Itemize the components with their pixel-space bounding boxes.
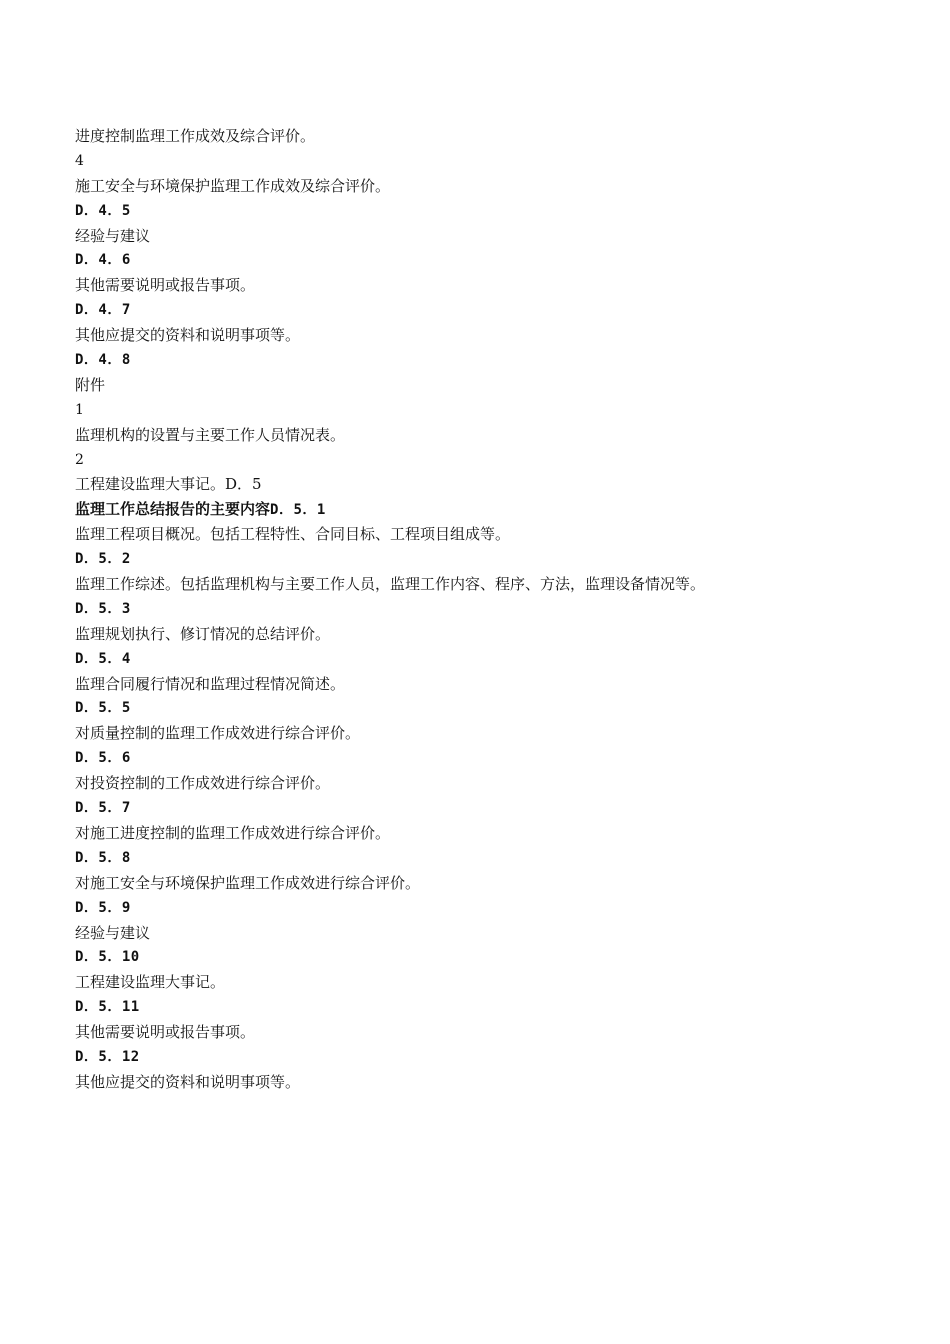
attachment-heading: 附件 xyxy=(75,375,106,394)
text-line: 监理规划执行、修订情况的总结评价。 xyxy=(75,624,331,643)
section-code: D．5．1 xyxy=(270,502,326,519)
section-code: D．5．11 xyxy=(75,999,140,1016)
text-line: 进度控制监理工作成效及综合评价。 xyxy=(75,127,316,145)
text-line: 监理工程项目概况。包括工程特性、合同目标、工程项目组成等。 xyxy=(75,525,511,544)
section-code: D．4．5 xyxy=(75,202,131,219)
text-line: 施工安全与环境保护监理工作成效及综合评价。 xyxy=(75,176,391,195)
text-line: 对施工进度控制的监理工作成效进行综合评价。 xyxy=(75,823,391,842)
item-number: 4 xyxy=(75,152,84,169)
item-number: 1 xyxy=(75,401,84,418)
text-line: 经验与建议 xyxy=(75,226,151,245)
document-body xyxy=(75,124,895,1095)
text-line: 其他需要说明或报告事项。 xyxy=(75,1023,256,1042)
text-line: 其他应提交的资料和说明事项等。 xyxy=(75,1072,301,1091)
text-line: 其他应提交的资料和说明事项等。 xyxy=(75,326,301,345)
text-line xyxy=(75,472,895,497)
section-code: D．4．8 xyxy=(75,352,131,369)
text-line: 经验与建议 xyxy=(75,923,151,942)
section-code: D．5．10 xyxy=(75,949,140,966)
section-code: D．5．3 xyxy=(75,600,131,617)
text-line: 监理工作综述。包括监理机构与主要工作人员，监理工作内容、程序、方法，监理设备情况等。 xyxy=(75,575,706,594)
section-code: D．5．12 xyxy=(75,1048,140,1065)
item-number: 2 xyxy=(75,451,84,468)
section-code: D．5．9 xyxy=(75,899,131,916)
text-line: 监理合同履行情况和监理过程情况简述。 xyxy=(75,674,346,693)
section-heading xyxy=(75,497,895,522)
text-line: 工程建设监理大事记。 xyxy=(75,973,226,992)
text-line: 对质量控制的监理工作成效进行综合评价。 xyxy=(75,724,361,743)
section-code: D．5．7 xyxy=(75,800,131,817)
text-line: 对施工安全与环境保护监理工作成效进行综合评价。 xyxy=(75,873,421,892)
text-line: 对投资控制的工作成效进行综合评价。 xyxy=(75,774,331,793)
section-heading-title: 监理工作总结报告的主要内容 xyxy=(75,500,271,519)
section-code: D．5．8 xyxy=(75,849,131,866)
text-line: 监理机构的设置与主要工作人员情况表。 xyxy=(75,425,346,444)
section-code: D．4．6 xyxy=(75,252,131,269)
text-segment: 工程建设监理大事记。D．5 xyxy=(75,475,262,494)
section-code: D．5．6 xyxy=(75,750,131,767)
section-code: D．5．2 xyxy=(75,551,131,568)
text-line: 其他需要说明或报告事项。 xyxy=(75,276,256,295)
section-code: D．5．5 xyxy=(75,700,131,717)
section-code: D．4．7 xyxy=(75,302,131,319)
section-code: D．5．4 xyxy=(75,650,131,667)
